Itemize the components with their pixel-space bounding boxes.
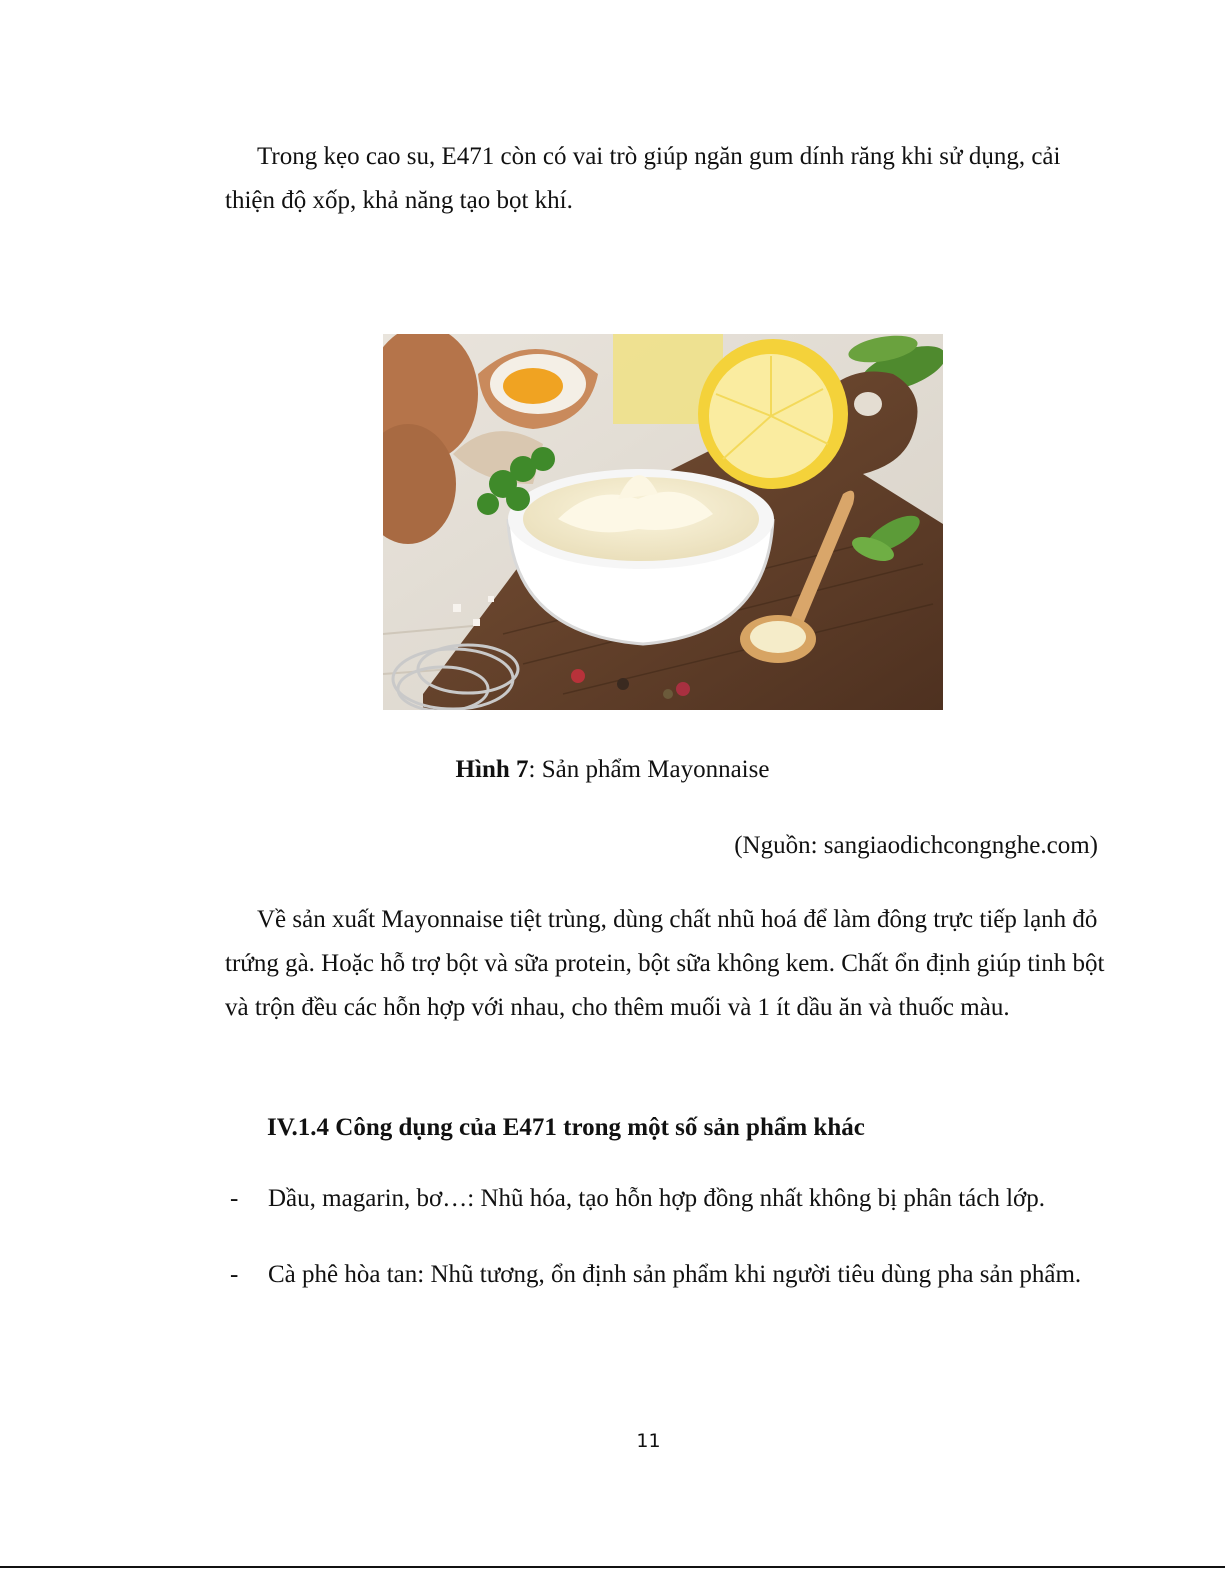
figure-caption [0,750,1225,790]
list-item [230,1253,1100,1297]
bullet-text: Cà phê hòa tan: Nhũ tương, ổn định sản phẩm khi người tiêu dùng pha sản phẩm. [268,1261,1082,1288]
figure-label: Hình 7 [455,756,529,783]
bullet-marker: - [230,1261,239,1288]
page-bottom-rule [0,1566,1225,1568]
paragraph-chewing-gum: Trong kẹo cao su, E471 còn có vai trò giúp ngăn gum dính răng khi sử dụng, cải thiện độ xốp, khả năng tạo bọt khí. [225,143,1061,214]
bullet-text: Dầu, magarin, bơ…: Nhũ hóa, tạo hỗn hợp đồng nhất không bị phân tách lớp. [268,1185,1046,1212]
mayonnaise-photo [383,334,943,710]
section-heading: IV.1.4 Công dụng của E471 trong một số sản phẩm khác [267,1114,865,1141]
bullet-marker: - [230,1185,239,1212]
list-item [230,1177,1100,1221]
figure-caption-text: : Sản phẩm Mayonnaise [528,756,770,783]
page-number: 11 [636,1430,661,1452]
figure-source: (Nguồn: sangiaodichcongnghe.com) [734,832,1098,859]
paragraph-mayonnaise: Về sản xuất Mayonnaise tiệt trùng, dùng chất nhũ hoá để làm đông trực tiếp lạnh đỏ trứng gà. Hoặc hỗ trợ bột và sữa protein, bột sữa không kem. Chất ổn định giúp tinh bột và trộn đều các hỗn hợp với nhau, cho thêm muối và 1 ít dầu ăn và thuốc màu. [225,906,1105,1021]
